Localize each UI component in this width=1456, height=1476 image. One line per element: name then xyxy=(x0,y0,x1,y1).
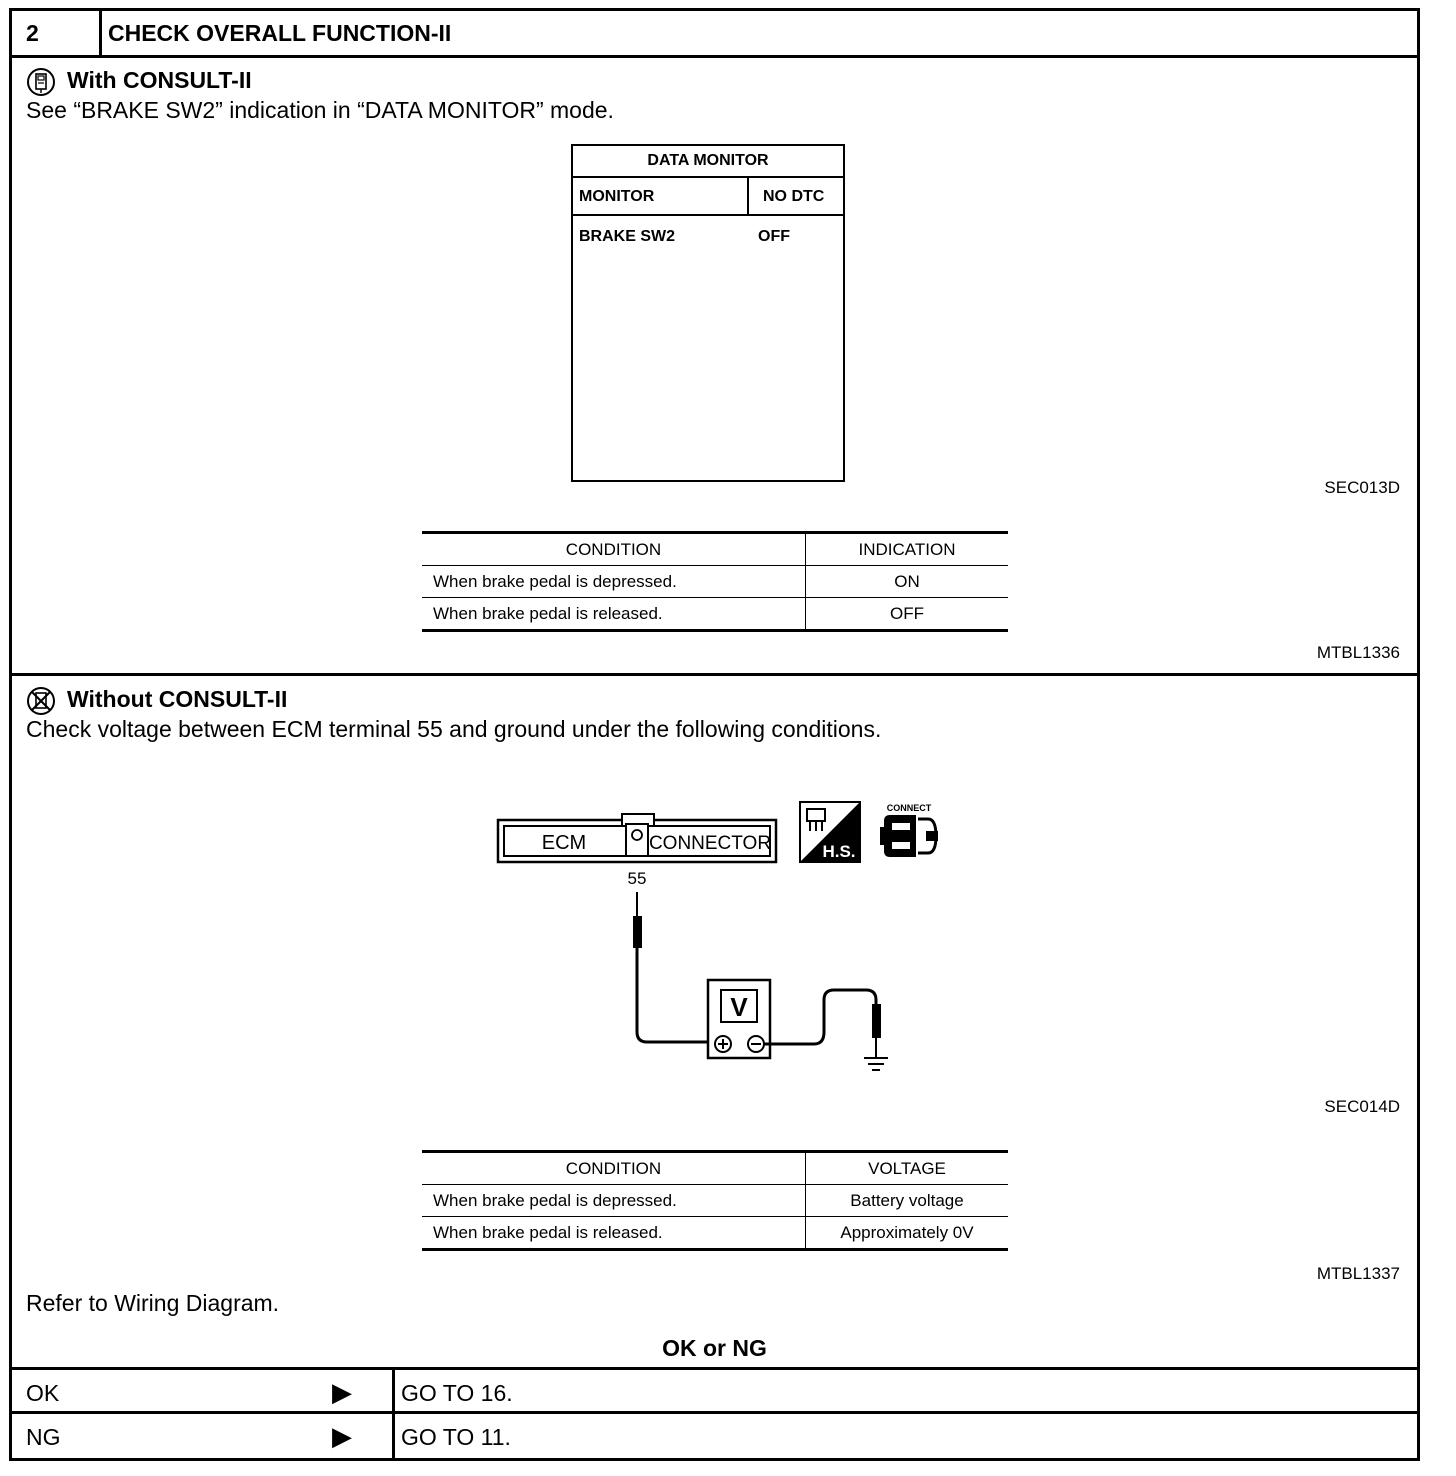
header-divider xyxy=(99,11,102,56)
connect-icon xyxy=(876,801,942,863)
step-number: 2 xyxy=(26,20,39,46)
positive-probe xyxy=(633,892,708,1042)
voltage-table-header-voltage: VOLTAGE xyxy=(806,1152,1009,1185)
arrow-right-icon: ▶ xyxy=(332,1377,352,1407)
refer-wiring-diagram: Refer to Wiring Diagram. xyxy=(26,1290,280,1316)
table-row-indication: ON xyxy=(806,566,1009,598)
data-monitor-col-divider xyxy=(747,176,749,214)
figure-id-sec013d: SEC013D xyxy=(1324,478,1400,497)
result-top-rule xyxy=(12,1367,1417,1370)
indication-table-header-condition: CONDITION xyxy=(422,533,806,566)
header-bottom-rule xyxy=(12,55,1417,58)
data-monitor-header-rule xyxy=(573,214,843,216)
arrow-right-icon: ▶ xyxy=(332,1421,352,1451)
voltage-table xyxy=(422,1150,1008,1251)
section-divider xyxy=(12,673,1417,676)
indication-table xyxy=(422,531,1008,632)
result-middle-rule xyxy=(12,1411,1417,1414)
table-row-condition: When brake pedal is released. xyxy=(433,1222,663,1242)
table-row-voltage: Approximately 0V xyxy=(806,1217,1009,1250)
ok-ng-question: OK or NG xyxy=(662,1335,767,1361)
ecm-connector xyxy=(498,814,776,862)
meter-label: V xyxy=(730,992,748,1022)
procedure-frame xyxy=(9,8,1420,1461)
without-consult-heading: Without CONSULT-II xyxy=(67,686,288,712)
result-ng-label: NG xyxy=(26,1424,61,1450)
ground-symbol xyxy=(864,1058,888,1070)
table-row-voltage: Battery voltage xyxy=(806,1185,1009,1217)
result-column-divider xyxy=(392,1367,395,1458)
result-ng-action: GO TO 11. xyxy=(401,1424,511,1450)
data-monitor-screen xyxy=(571,144,845,482)
voltmeter xyxy=(708,980,770,1058)
step-title: CHECK OVERALL FUNCTION-II xyxy=(108,20,452,46)
data-monitor-col-monitor: MONITOR xyxy=(579,188,655,205)
with-consult-heading: With CONSULT-II xyxy=(67,67,252,93)
figure-id-sec014d: SEC014D xyxy=(1324,1097,1400,1116)
table-row-condition: When brake pedal is depressed. xyxy=(422,566,806,598)
connect-label: CONNECT xyxy=(886,803,932,813)
without-consult-instruction: Check voltage between ECM terminal 55 and ground under the following conditions. xyxy=(26,716,882,742)
data-monitor-title: DATA MONITOR xyxy=(647,152,769,169)
voltage-table-header-condition: CONDITION xyxy=(422,1152,806,1185)
terminal-label: 55 xyxy=(627,869,647,888)
with-consult-instruction: See “BRAKE SW2” indication in “DATA MONITOR” mode. xyxy=(26,97,614,123)
connector-label-right: CONNECTOR xyxy=(648,833,772,854)
result-ok-label: OK xyxy=(26,1380,60,1406)
indication-table-header-indication: INDICATION xyxy=(806,533,1009,566)
table-id-mtbl1336: MTBL1336 xyxy=(1316,643,1400,662)
consult-tool-icon xyxy=(26,67,56,97)
no-consult-tool-icon xyxy=(26,686,56,716)
table-row-indication: OFF xyxy=(806,598,1009,631)
connector-label-left: ECM xyxy=(541,832,587,854)
negative-probe xyxy=(764,990,881,1058)
hs-label: H.S. xyxy=(822,842,856,861)
data-monitor-item-name: BRAKE SW2 xyxy=(579,228,676,245)
result-ok-action: GO TO 16. xyxy=(401,1380,513,1406)
table-id-mtbl1337: MTBL1337 xyxy=(1316,1264,1400,1283)
table-row-condition: When brake pedal is depressed. xyxy=(422,1185,806,1217)
harness-side-icon xyxy=(799,801,861,863)
data-monitor-col-status: NO DTC xyxy=(763,188,825,205)
table-row-condition: When brake pedal is released. xyxy=(433,603,663,623)
data-monitor-title-rule xyxy=(573,176,843,178)
data-monitor-item-value: OFF xyxy=(758,228,790,245)
